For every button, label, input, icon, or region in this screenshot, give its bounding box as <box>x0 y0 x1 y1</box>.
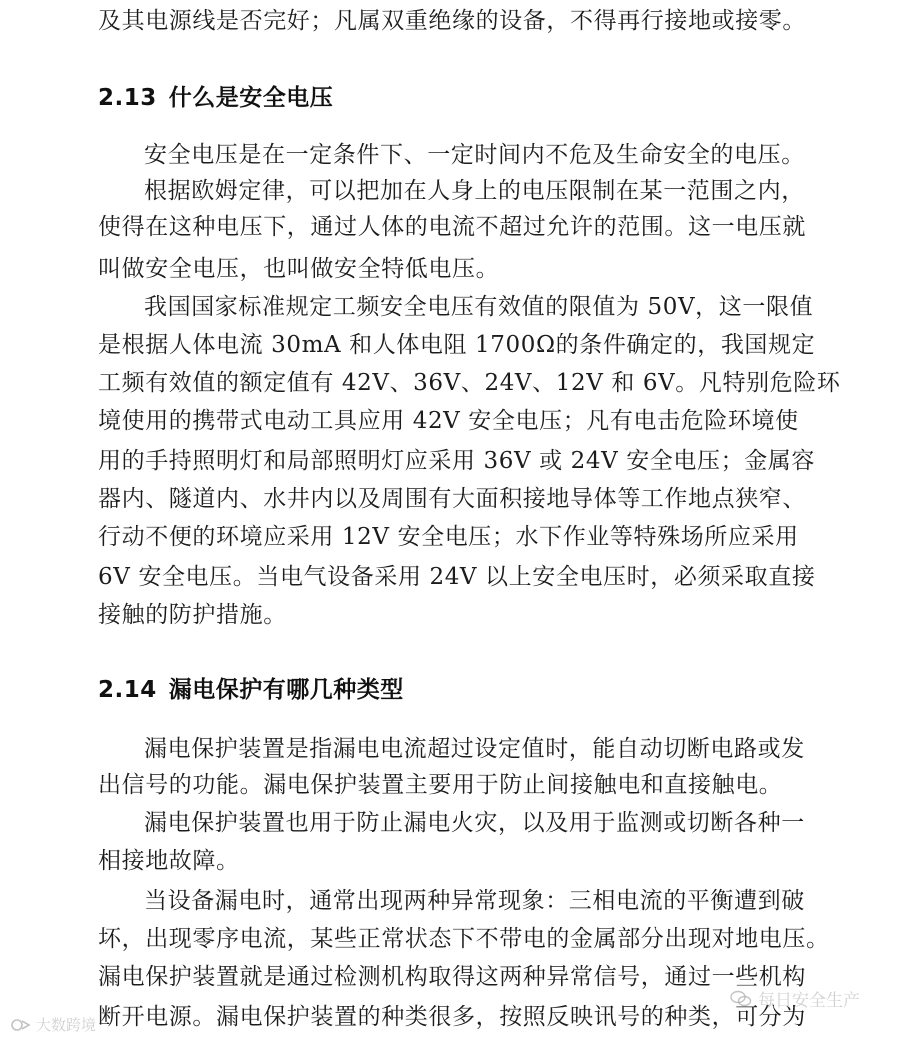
section-number: 2.13 <box>98 85 157 111</box>
wechat-icon <box>730 990 752 1008</box>
paragraph-line: 叫做安全电压，也叫做安全特低电压。 <box>98 256 500 282</box>
intro-line: 及其电源线是否完好；凡属双重绝缘的设备，不得再行接地或接零。 <box>98 8 806 34</box>
paragraph-line: 出信号的功能。漏电保护装置主要用于防止间接触电和直接触电。 <box>98 772 783 798</box>
watermark-right <box>730 986 860 1011</box>
watermark-right-text: 每日安全生产 <box>758 991 860 1011</box>
paragraph-line: 当设备漏电时，通常出现两种异常现象：三相电流的平衡遭到破 <box>144 888 805 914</box>
paragraph-line: 接触的防护措施。 <box>98 602 287 628</box>
section-title: 漏电保护有哪几种类型 <box>168 677 404 703</box>
section-number: 2.14 <box>98 677 157 703</box>
paragraph-line: 坏，出现零序电流，某些正常状态下不带电的金属部分出现对地电压。 <box>98 926 830 952</box>
paragraph-line: 根据欧姆定律，可以把加在人身上的电压限制在某一范围之内， <box>144 178 805 204</box>
paragraph-line: 相接地故障。 <box>98 848 240 874</box>
paragraph-line: 漏电保护装置就是通过检测机构取得这两种异常信号，通过一些机构 <box>98 964 806 990</box>
paragraph-line: 安全电压是在一定条件下、一定时间内不危及生命安全的电压。 <box>144 142 805 168</box>
paragraph-line: 行动不便的环境应采用 12V 安全电压；水下作业等特殊场所应采用 <box>98 524 799 550</box>
section-heading-2-13 <box>98 82 333 114</box>
paragraph-line: 6V 安全电压。当电气设备采用 24V 以上安全电压时，必须采取直接 <box>98 564 816 590</box>
logo-icon <box>10 1016 32 1034</box>
paragraph-line: 器内、隧道内、水井内以及周围有大面积接地导体等工作地点狭窄、 <box>98 486 806 512</box>
section-title: 什么是安全电压 <box>168 85 334 111</box>
watermark-left-text: 大数跨境 <box>36 1016 97 1034</box>
paragraph-line: 境使用的携带式电动工具应用 42V 安全电压；凡有电击危险环境使 <box>98 408 799 434</box>
watermark-left <box>10 1014 96 1035</box>
paragraph-line: 我国国家标准规定工频安全电压有效值的限值为 50V，这一限值 <box>144 294 814 320</box>
paragraph-line: 漏电保护装置是指漏电电流超过设定值时，能自动切断电路或发 <box>144 736 805 762</box>
paragraph-line: 漏电保护装置也用于防止漏电火灾，以及用于监测或切断各种一 <box>144 810 805 836</box>
paragraph-line: 断开电源。漏电保护装置的种类很多，按照反映讯号的种类，可分为 <box>98 1004 806 1030</box>
section-heading-2-14 <box>98 674 404 706</box>
paragraph-line: 工频有效值的额定值有 42V、36V、24V、12V 和 6V。凡特别危险环 <box>98 370 841 396</box>
paragraph-line: 是根据人体电流 30mA 和人体电阻 1700Ω的条件确定的，我国规定 <box>98 332 816 358</box>
paragraph-line: 用的手持照明灯和局部照明灯应采用 36V 或 24V 安全电压；金属容 <box>98 448 815 474</box>
paragraph-line: 使得在这种电压下，通过人体的电流不超过允许的范围。这一电压就 <box>98 214 806 240</box>
